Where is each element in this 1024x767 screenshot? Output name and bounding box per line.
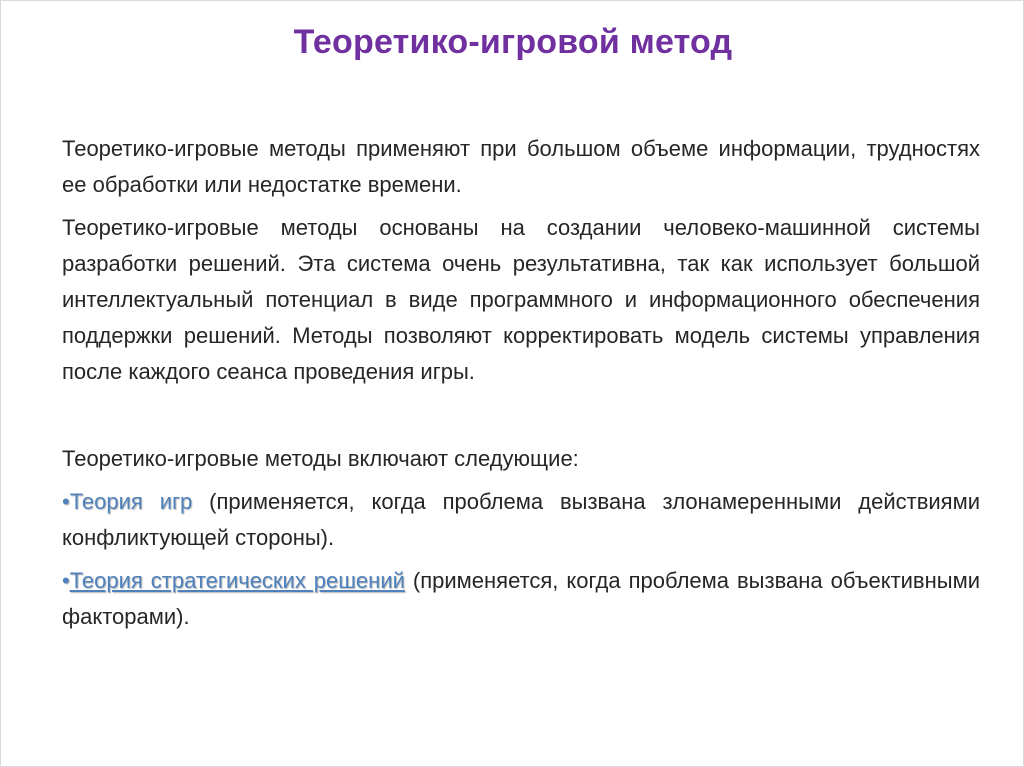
list-item-strategic-decisions xyxy=(62,563,980,635)
paragraph-2: Теоретико-игровые методы основаны на создании человеко-машинной системы разработки решений. Эта система очень результативна, так как использует большой интеллектуальный потенциал в виде программного и информационного обеспечения поддержки решений. Методы позволяют корректировать модель системы управления после каждого сеанса проведения игры. xyxy=(62,215,980,384)
slide-body xyxy=(62,131,980,642)
term-game-theory: Теория игр xyxy=(69,489,193,514)
spacer xyxy=(62,397,980,441)
slide-title: Теоретико-игровой метод xyxy=(293,23,733,61)
bullet: • xyxy=(62,568,70,593)
bullet: • xyxy=(62,489,70,514)
item-text: (применяется, когда проблема вызвана злонамеренными действиями конфликтующей стороны). xyxy=(62,489,980,550)
paragraph-1: Теоретико-игровые методы применяют при большом объеме информации, трудностях ее обработки или недостатке времени. xyxy=(62,136,980,197)
item-text: (применяется, когда проблема вызвана объективными факторами). xyxy=(62,568,980,629)
term-strategic-decisions: Теория стратегических решений xyxy=(69,568,405,593)
list-item-game-theory xyxy=(62,484,980,556)
list-intro: Теоретико-игровые методы включают следующие: xyxy=(62,446,579,471)
